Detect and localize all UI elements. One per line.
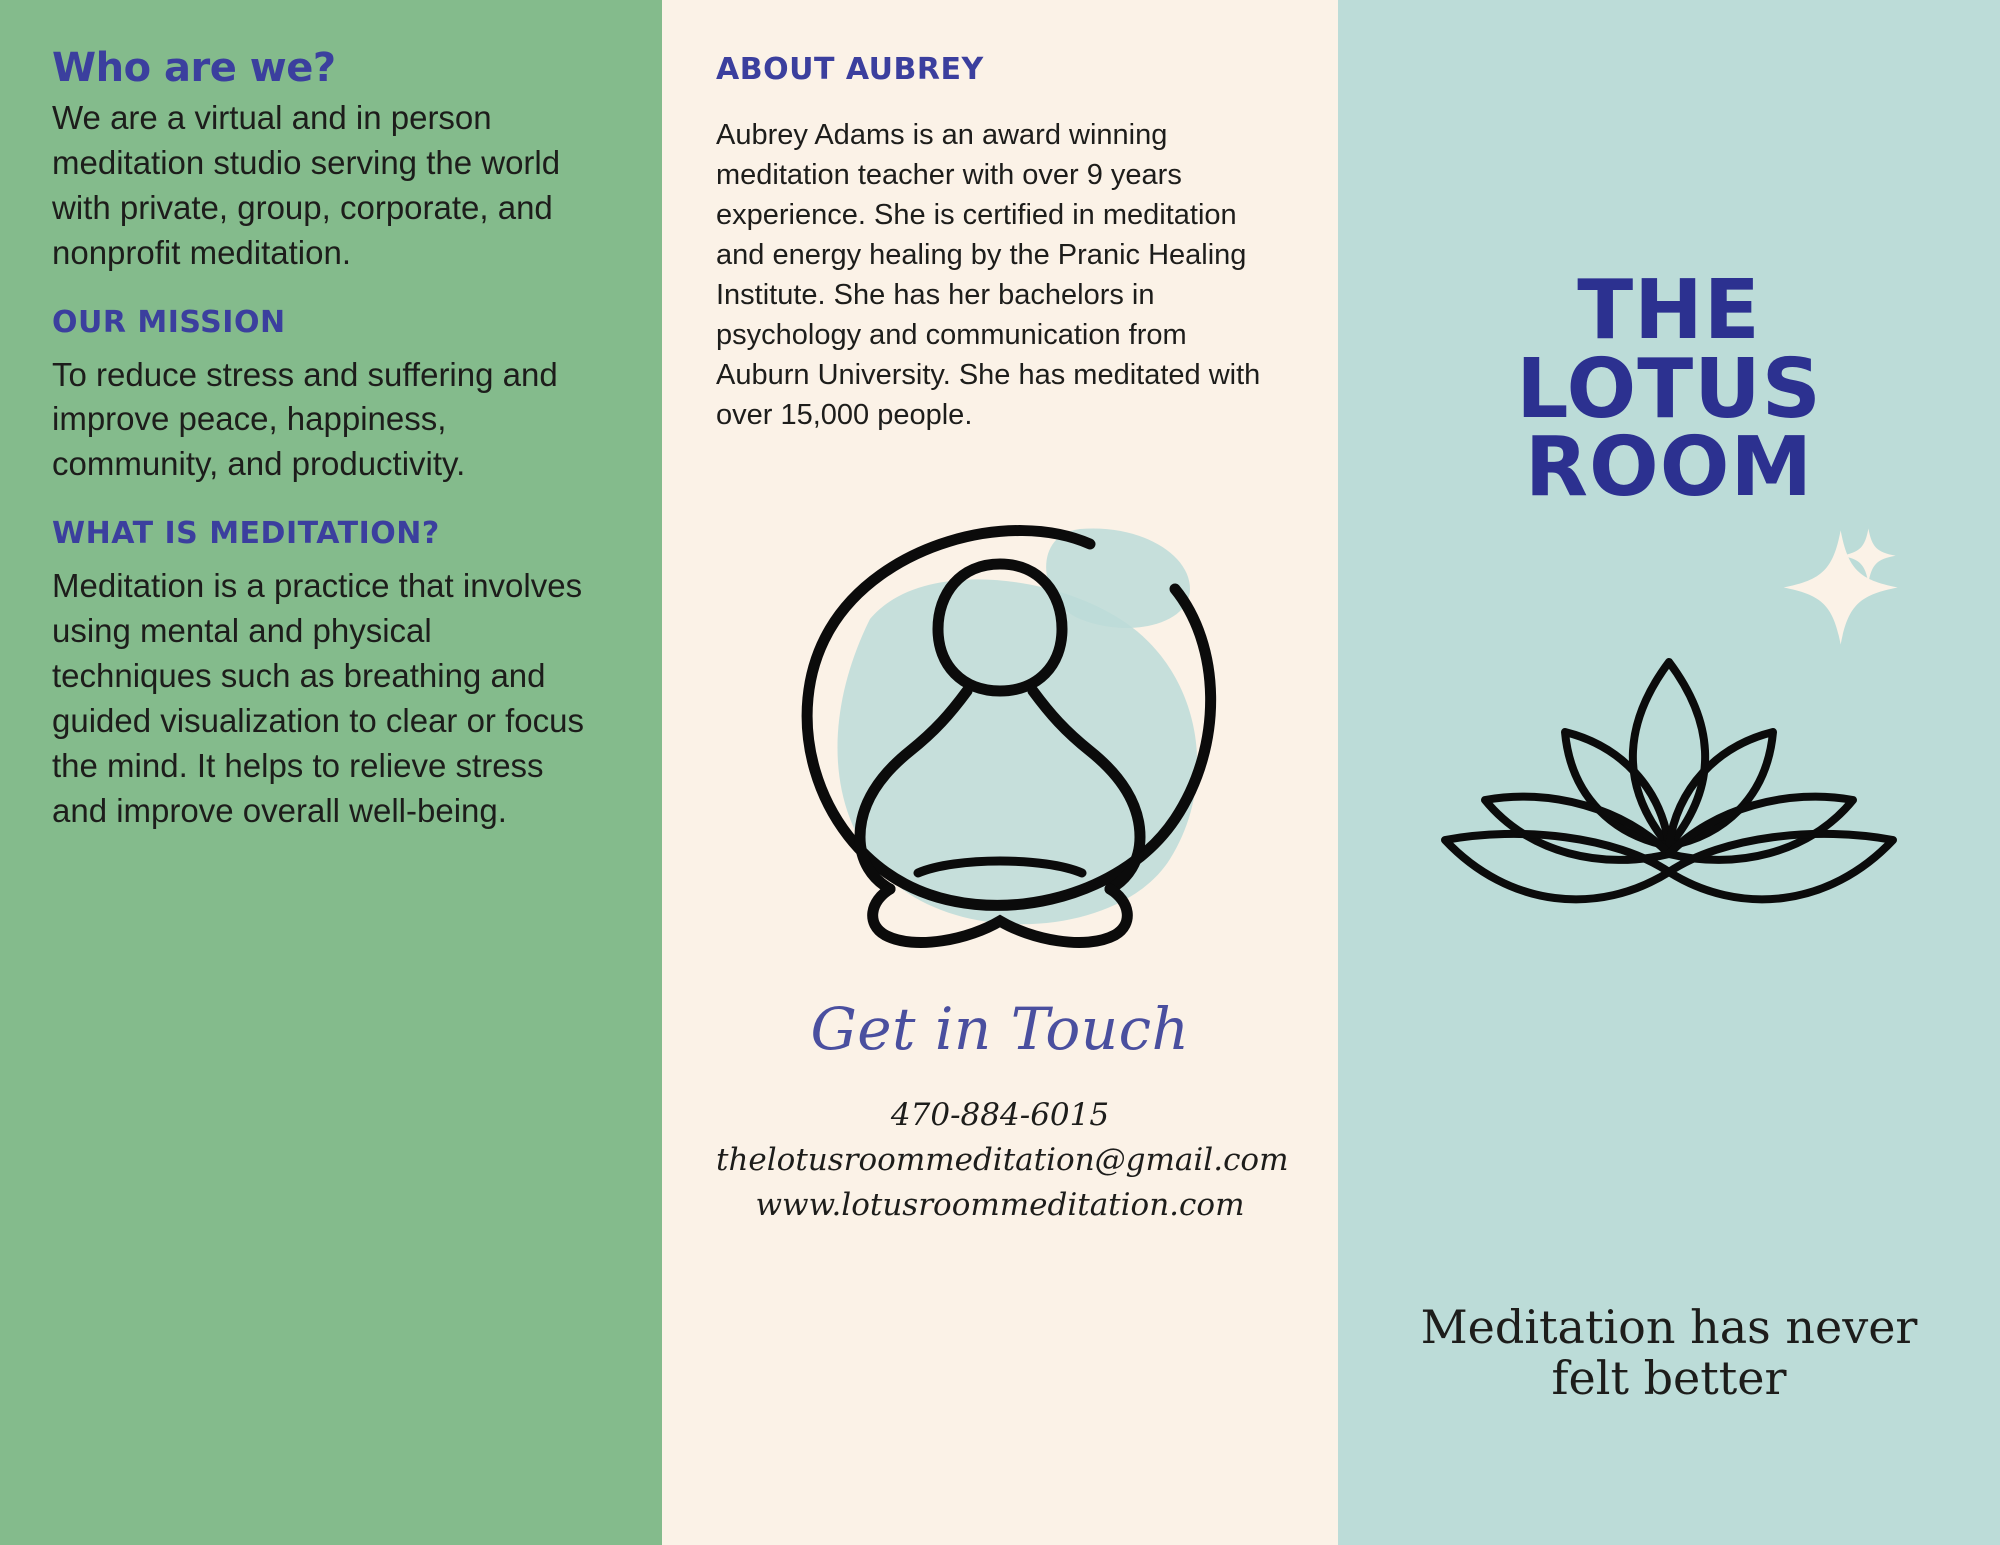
- brand-title-line-3: ROOM: [1524, 420, 1814, 516]
- our-mission-heading: OUR MISSION: [52, 304, 286, 340]
- contact-phone[interactable]: 470-884-6015: [890, 1097, 1110, 1134]
- meditating-person-icon: [716, 469, 1284, 989]
- contact-block: [716, 1093, 1289, 1228]
- brand-title-line-2: LOTUS: [1516, 341, 1822, 437]
- get-in-touch-title: Get in Touch: [810, 995, 1190, 1064]
- who-are-we-heading: Who are we?: [52, 45, 336, 91]
- about-aubrey-body: Aubrey Adams is an award winning meditation teacher with over 9 years experience. She is certified in meditation and energy healing by the Pranic Healing Institute. She has her bachelors in psychology and communication from Auburn University. She has meditated with over 15,000 people.: [716, 119, 1261, 432]
- right-panel: [1338, 0, 2000, 1545]
- what-is-meditation-body: Meditation is a practice that involves using mental and physical techniques such as breathing and guided visualization to clear or focus the mind. It helps to relieve stress and improve overall well-being.: [52, 567, 584, 829]
- lotus-flower-icon: [1338, 640, 2000, 940]
- our-mission-body: To reduce stress and suffering and improve peace, happiness, community, and productivity.: [52, 355, 558, 483]
- left-panel: [0, 0, 662, 1545]
- brand-title-line-1: THE: [1577, 263, 1761, 358]
- tagline: [1338, 1299, 2000, 1406]
- who-are-we-body: We are a virtual and in person meditation studio serving the world with private, group, corporate, and nonprofit meditation.: [52, 99, 561, 271]
- contact-email[interactable]: thelotusroommeditation@gmail.com: [716, 1142, 1289, 1179]
- about-aubrey-heading: ABOUT AUBREY: [716, 52, 984, 87]
- tagline-line-2: felt better: [1551, 1351, 1787, 1406]
- brand-title: [1338, 0, 2000, 516]
- middle-panel: [662, 0, 1338, 1545]
- tagline-line-1: Meditation has never: [1420, 1299, 1918, 1354]
- what-is-meditation-heading: WHAT IS MEDITATION?: [52, 516, 440, 552]
- contact-website[interactable]: www.lotusroommeditation.com: [755, 1187, 1245, 1223]
